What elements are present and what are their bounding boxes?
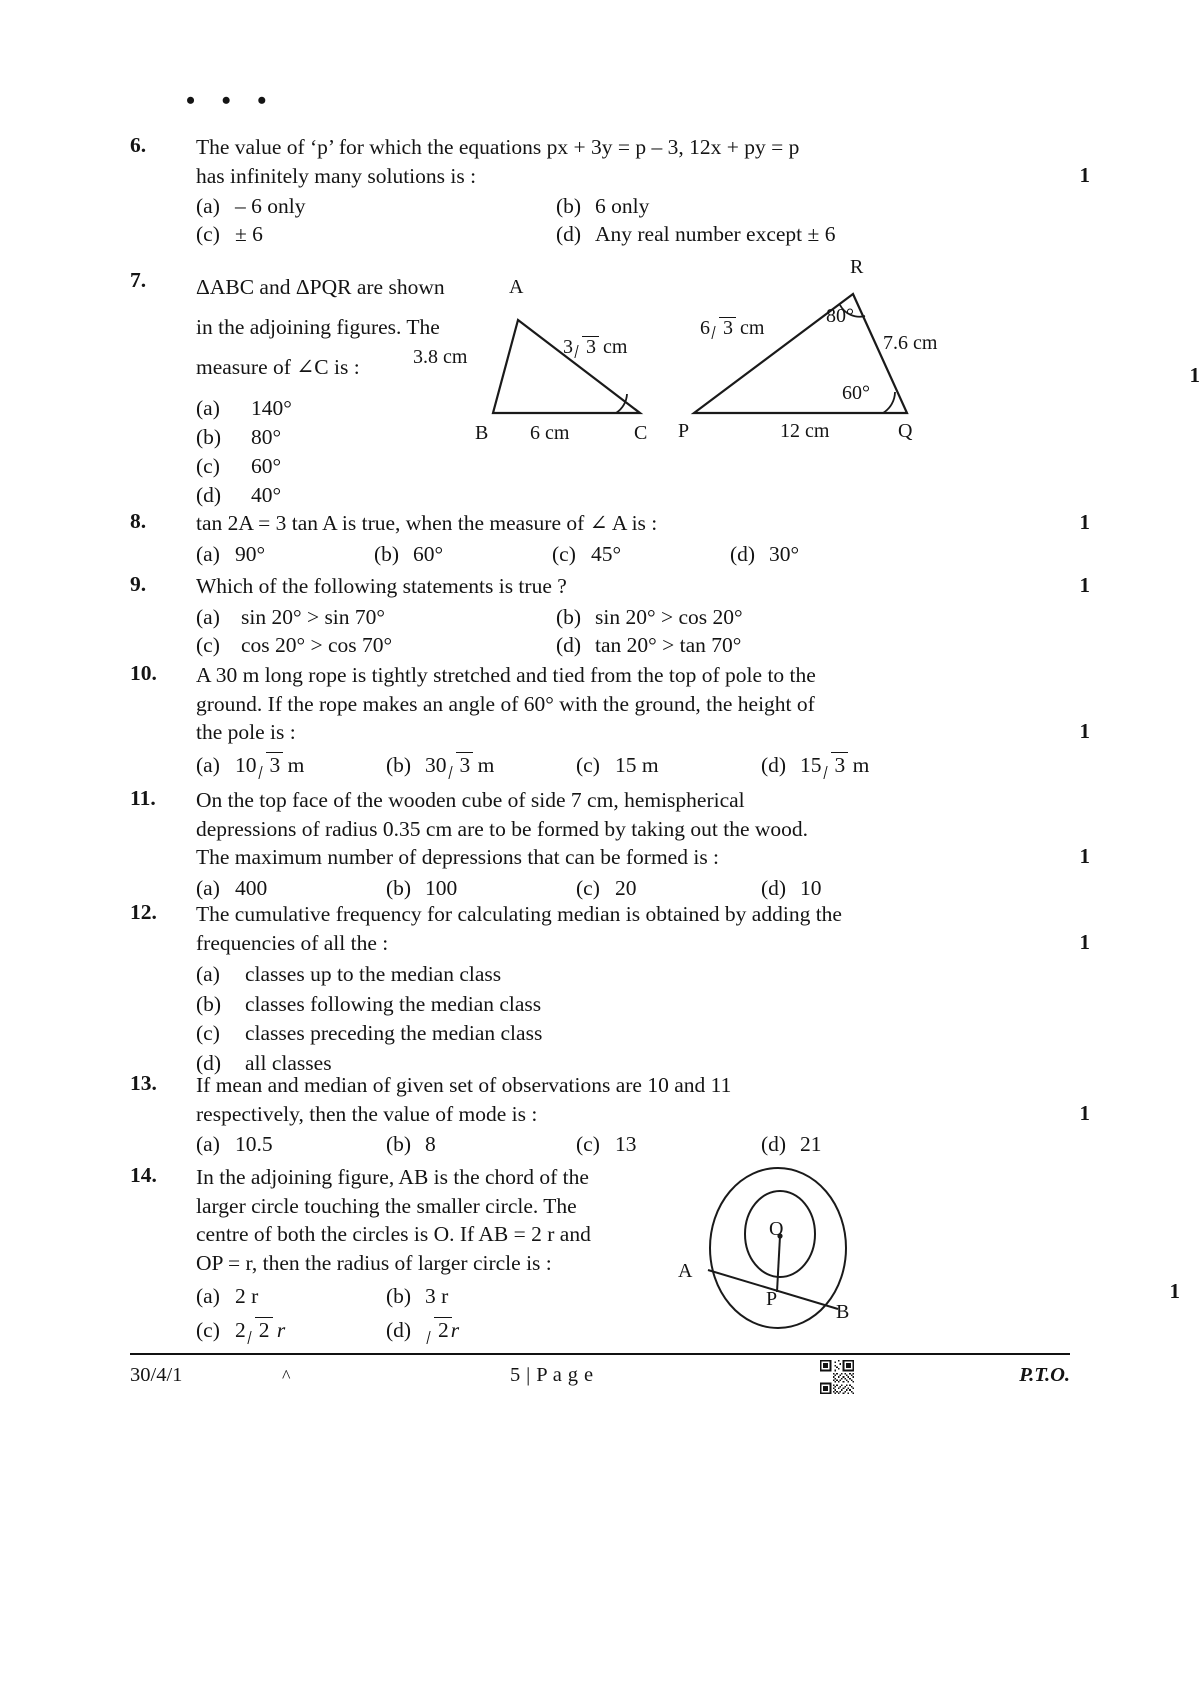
- option-c[interactable]: [552, 541, 730, 569]
- question-10-options: [196, 752, 1050, 780]
- question-13-marks: 1: [1079, 1100, 1090, 1125]
- question-10-body: [196, 661, 1090, 780]
- question-13-options: [196, 1131, 1050, 1159]
- side-pr-coefficient: 6: [700, 317, 710, 339]
- option-b-text: [425, 752, 494, 780]
- option-b-text: classes following the median class: [245, 991, 542, 1016]
- option-c-label: (c): [576, 1132, 600, 1157]
- question-6-line-2: has infinitely many solutions is :: [196, 163, 477, 188]
- option-c[interactable]: [196, 1019, 1050, 1048]
- option-b-label: (b): [374, 541, 400, 566]
- label-point-a: A: [678, 1260, 693, 1282]
- question-11-line-3-wrap: [196, 843, 1090, 872]
- option-a-label: (a): [196, 1284, 220, 1309]
- option-c-text: 15 m: [615, 752, 659, 777]
- option-a-label: (a): [196, 962, 220, 987]
- option-d-label: (d): [386, 1318, 412, 1343]
- question-9-line-1-wrap: [196, 572, 1090, 601]
- option-b-text: 60°: [413, 541, 444, 566]
- question-11-body: [196, 786, 1090, 903]
- option-c-radicand: 2: [258, 1318, 270, 1343]
- option-a-text: sin 20° > sin 70°: [241, 604, 386, 629]
- question-11-marks: 1: [1079, 844, 1090, 869]
- question-7-line-2: in the adjoining figures. The: [196, 314, 440, 339]
- question-8-marks: 1: [1079, 510, 1090, 534]
- option-a-text: 2 r: [235, 1284, 259, 1309]
- side-pr-unit: cm: [740, 317, 765, 339]
- option-a-text: 90°: [235, 541, 266, 566]
- option-d[interactable]: [761, 1131, 1050, 1159]
- option-d-unit: r: [450, 1318, 460, 1343]
- option-a[interactable]: [196, 752, 386, 780]
- question-6-body: [196, 133, 1090, 249]
- option-b-radicand: 3: [459, 752, 471, 777]
- option-c[interactable]: [196, 453, 550, 481]
- option-c-label: (c): [196, 1021, 220, 1046]
- figure-triangle-abc: [413, 276, 685, 444]
- option-a[interactable]: [196, 960, 1050, 989]
- triangle-pqr-svg: [690, 272, 940, 442]
- option-d-label: (d): [196, 483, 222, 508]
- label-vertex-c: C: [634, 422, 648, 444]
- option-c-label: (c): [576, 752, 600, 777]
- question-11-line-2: depressions of radius 0.35 cm are to be formed by taking out the wood.: [196, 816, 809, 841]
- caret-mark: ^: [282, 1366, 291, 1386]
- option-b-text: 80°: [251, 425, 282, 450]
- option-c-label: (c): [196, 1318, 220, 1343]
- question-12-line-2: frequencies of all the :: [196, 930, 389, 955]
- option-b-label: (b): [196, 991, 222, 1016]
- option-b-label: (b): [556, 604, 582, 629]
- option-b-text: 8: [425, 1132, 436, 1157]
- side-ac-radicand: 3: [586, 336, 596, 358]
- option-b[interactable]: [386, 752, 576, 780]
- question-10-line-3: the pole is :: [196, 720, 296, 745]
- option-b-label: (b): [386, 752, 412, 777]
- option-c[interactable]: [196, 632, 556, 660]
- option-b[interactable]: [386, 875, 576, 903]
- question-10-number: 10.: [130, 661, 157, 685]
- page-number: 5 | P a g e: [510, 1364, 594, 1386]
- option-b-label: (b): [386, 875, 412, 900]
- option-d-label: (d): [556, 222, 582, 247]
- option-c-label: (c): [196, 632, 220, 657]
- option-c-text: [235, 1317, 285, 1345]
- option-b-label: (b): [386, 1132, 412, 1157]
- option-a-label: (a): [196, 604, 220, 629]
- option-c[interactable]: [576, 1131, 761, 1159]
- question-14-line-3: centre of both the circles is O. If AB = 2 r and: [196, 1222, 591, 1247]
- question-11: [130, 786, 1090, 903]
- option-b[interactable]: [556, 604, 1050, 632]
- question-12-line-1: The cumulative frequency for calculating median is obtained by adding the: [196, 902, 842, 926]
- question-8: [130, 509, 1090, 569]
- option-d-label: (d): [761, 1132, 787, 1157]
- option-b[interactable]: [556, 193, 1050, 221]
- question-9-marks: 1: [1079, 573, 1090, 597]
- option-b-unit: m: [477, 752, 495, 777]
- question-7-number: 7.: [130, 268, 147, 292]
- option-d-label: (d): [556, 632, 582, 657]
- option-a-label: (a): [196, 1132, 220, 1157]
- question-11-number: 11.: [130, 786, 156, 810]
- option-b-text: sin 20° > cos 20°: [595, 604, 743, 629]
- option-a-text: – 6 only: [235, 194, 306, 219]
- question-8-line-1-wrap: [196, 509, 1090, 538]
- label-side-pr: [700, 317, 764, 340]
- question-7-line-1: ΔABC and ΔPQR are shown: [196, 275, 445, 299]
- question-13-line-1: If mean and median of given set of observations are 10 and 11: [196, 1073, 732, 1097]
- figure-concentric-circles: [678, 1168, 870, 1338]
- option-c-label: (c): [552, 541, 576, 566]
- option-d-text: tan 20° > tan 70°: [595, 632, 742, 657]
- label-point-p: P: [766, 1288, 778, 1310]
- label-vertex-b: B: [475, 422, 489, 444]
- question-10-marks: 1: [1079, 719, 1090, 744]
- option-d-text: [800, 752, 869, 780]
- option-c-label: (c): [196, 454, 220, 479]
- label-side-rq: 7.6 cm: [883, 332, 938, 354]
- option-b-coefficient: 30: [425, 752, 447, 777]
- option-a-text: [235, 752, 304, 780]
- question-10-line-3-wrap: [196, 718, 1090, 747]
- label-side-ab: 3.8 cm: [413, 346, 468, 368]
- question-9-number: 9.: [130, 572, 147, 596]
- page-footer: [130, 1360, 1070, 1410]
- question-9-options: [196, 604, 1050, 660]
- question-6-number: 6.: [130, 133, 147, 157]
- label-vertex-a: A: [509, 276, 524, 298]
- option-c-text: cos 20° > cos 70°: [241, 632, 393, 657]
- label-side-pq: 12 cm: [780, 420, 830, 442]
- question-13: [130, 1071, 1090, 1159]
- continuation-dots: • • •: [186, 86, 277, 115]
- option-a-text: 400: [235, 875, 268, 900]
- option-b[interactable]: [386, 1131, 576, 1159]
- question-7-line-3: measure of ∠C is :: [196, 354, 360, 379]
- option-b[interactable]: [386, 1283, 690, 1311]
- option-b-label: (b): [556, 194, 582, 219]
- option-a-label: (a): [196, 194, 220, 219]
- option-d-unit: m: [852, 752, 870, 777]
- qr-code-icon: [820, 1360, 854, 1394]
- question-12-number: 12.: [130, 900, 157, 924]
- option-d[interactable]: [730, 541, 1050, 569]
- option-b[interactable]: [196, 990, 1050, 1019]
- question-12-body: [196, 900, 1090, 1078]
- question-13-number: 13.: [130, 1071, 157, 1095]
- question-13-line-2-wrap: [196, 1100, 1090, 1129]
- option-a[interactable]: [196, 541, 374, 569]
- option-a-label: (a): [196, 396, 220, 421]
- label-side-bc: 6 cm: [530, 422, 570, 444]
- question-8-body: [196, 509, 1090, 569]
- question-14-marks: 1: [1169, 1279, 1180, 1303]
- triangle-abc-svg: [455, 280, 685, 440]
- question-11-options: [196, 875, 1050, 903]
- option-d-radicand: 3: [834, 752, 846, 777]
- question-9-body: [196, 572, 1090, 659]
- option-d-label: (d): [761, 752, 787, 777]
- option-a[interactable]: [196, 1131, 386, 1159]
- option-a-label: (a): [196, 752, 220, 777]
- option-c-text: ± 6: [235, 222, 263, 247]
- question-7-marks: 1: [1189, 363, 1200, 387]
- option-c-text: 13: [615, 1132, 637, 1157]
- question-11-line-3: The maximum number of depressions that can be formed is :: [196, 845, 720, 870]
- option-a[interactable]: [196, 604, 556, 632]
- question-10: [130, 661, 1090, 780]
- option-d-text: 10: [800, 875, 822, 900]
- figure-triangle-pqr: [678, 256, 940, 442]
- option-d-text: [425, 1317, 459, 1345]
- option-a-label: (a): [196, 541, 220, 566]
- option-d-text: 30°: [769, 541, 800, 566]
- question-12-line-2-wrap: [196, 929, 1090, 958]
- option-c-coefficient: 2: [235, 1318, 246, 1343]
- question-8-number: 8.: [130, 509, 147, 533]
- option-d-text: all classes: [245, 1050, 332, 1075]
- question-6-options: [196, 193, 1050, 249]
- option-d-label: (d): [196, 1050, 222, 1075]
- option-a-label: (a): [196, 875, 220, 900]
- option-d[interactable]: [761, 875, 1050, 903]
- question-14-options: [196, 1283, 690, 1345]
- label-angle-q: 60°: [842, 382, 870, 404]
- side-pr-radicand: 3: [723, 317, 733, 339]
- option-d-text: 40°: [251, 483, 282, 508]
- option-c[interactable]: [196, 221, 556, 249]
- option-d[interactable]: [761, 752, 1050, 780]
- label-side-ac: [563, 336, 627, 359]
- option-c[interactable]: [576, 752, 761, 780]
- option-d-text: 21: [800, 1132, 822, 1157]
- option-d-coefficient: 15: [800, 752, 822, 777]
- label-vertex-p: P: [678, 420, 690, 442]
- question-8-options: [196, 541, 1050, 569]
- question-14-line-4: OP = r, then the radius of larger circle is :: [196, 1250, 552, 1275]
- option-c-label: (c): [196, 222, 220, 247]
- option-b[interactable]: [374, 541, 552, 569]
- pto-label: P.T.O.: [1019, 1364, 1070, 1386]
- question-14-line-1: In the adjoining figure, AB is the chord of the: [196, 1165, 589, 1189]
- side-ac-unit: cm: [603, 336, 628, 358]
- label-point-o: O: [769, 1218, 784, 1240]
- option-c[interactable]: [576, 875, 761, 903]
- option-c[interactable]: [196, 1317, 386, 1345]
- option-c-label: (c): [576, 875, 600, 900]
- question-12: [130, 900, 1090, 1079]
- option-a-coefficient: 10: [235, 752, 257, 777]
- label-point-b: B: [836, 1301, 850, 1323]
- option-c-text: 45°: [591, 541, 622, 566]
- option-a[interactable]: [196, 875, 386, 903]
- option-d-radicand: 2: [438, 1318, 449, 1343]
- question-10-line-1: A 30 m long rope is tightly stretched and tied from the top of pole to the: [196, 663, 816, 687]
- option-a[interactable]: [196, 1283, 386, 1311]
- question-8-line-1: tan 2A = 3 tan A is true, when the measure of ∠ A is :: [196, 511, 658, 535]
- option-b-text: 100: [425, 875, 458, 900]
- label-vertex-r: R: [850, 256, 864, 278]
- question-14: [130, 1163, 1180, 1345]
- question-11-line-1: On the top face of the wooden cube of side 7 cm, hemispherical: [196, 788, 745, 812]
- paper-code: 30/4/1: [130, 1364, 183, 1386]
- option-a-text: 10.5: [235, 1132, 273, 1157]
- label-vertex-q: Q: [898, 420, 913, 442]
- question-13-line-2: respectively, then the value of mode is :: [196, 1101, 538, 1126]
- option-b-label: (b): [196, 425, 222, 450]
- question-6-line-1: The value of ‘p’ for which the equations px + 3y = p – 3, 12x + py = p: [196, 135, 800, 159]
- option-d-label: (d): [730, 541, 756, 566]
- question-6: [130, 133, 1090, 249]
- question-9: [130, 572, 1090, 659]
- option-d[interactable]: [556, 632, 1050, 660]
- option-b-label: (b): [386, 1284, 412, 1309]
- option-a-radicand: 3: [269, 752, 281, 777]
- question-12-marks: 1: [1079, 929, 1090, 954]
- side-ac-coefficient: 3: [563, 336, 573, 358]
- option-c-text: 60°: [251, 454, 282, 479]
- option-a-unit: m: [287, 752, 305, 777]
- option-a-text: 140°: [251, 396, 292, 421]
- option-b-text: 6 only: [595, 194, 650, 219]
- question-9-line-1: Which of the following statements is true ?: [196, 574, 567, 598]
- footer-divider: [130, 1353, 1070, 1355]
- option-a-text: classes up to the median class: [245, 962, 502, 987]
- question-14-line-2: larger circle touching the smaller circle. The: [196, 1193, 577, 1218]
- option-d[interactable]: [196, 482, 550, 510]
- option-c-text: classes preceding the median class: [245, 1021, 543, 1046]
- option-d[interactable]: [386, 1317, 690, 1345]
- option-c-text: 20: [615, 875, 637, 900]
- option-d-text: Any real number except ± 6: [595, 222, 836, 247]
- option-d-label: (d): [761, 875, 787, 900]
- question-13-body: [196, 1071, 1090, 1159]
- option-d[interactable]: [556, 221, 1050, 249]
- question-6-line-2-wrap: [196, 162, 1090, 191]
- option-a[interactable]: [196, 193, 556, 221]
- question-10-line-2: ground. If the rope makes an angle of 60° with the ground, the height of: [196, 691, 815, 716]
- label-angle-r: 80°: [826, 305, 854, 327]
- question-14-body: [196, 1163, 693, 1345]
- question-6-marks: 1: [1079, 162, 1090, 187]
- question-12-options: [196, 960, 1050, 1077]
- option-b-text: 3 r: [425, 1284, 449, 1309]
- question-14-number: 14.: [130, 1163, 157, 1187]
- option-c-unit: r: [276, 1318, 286, 1343]
